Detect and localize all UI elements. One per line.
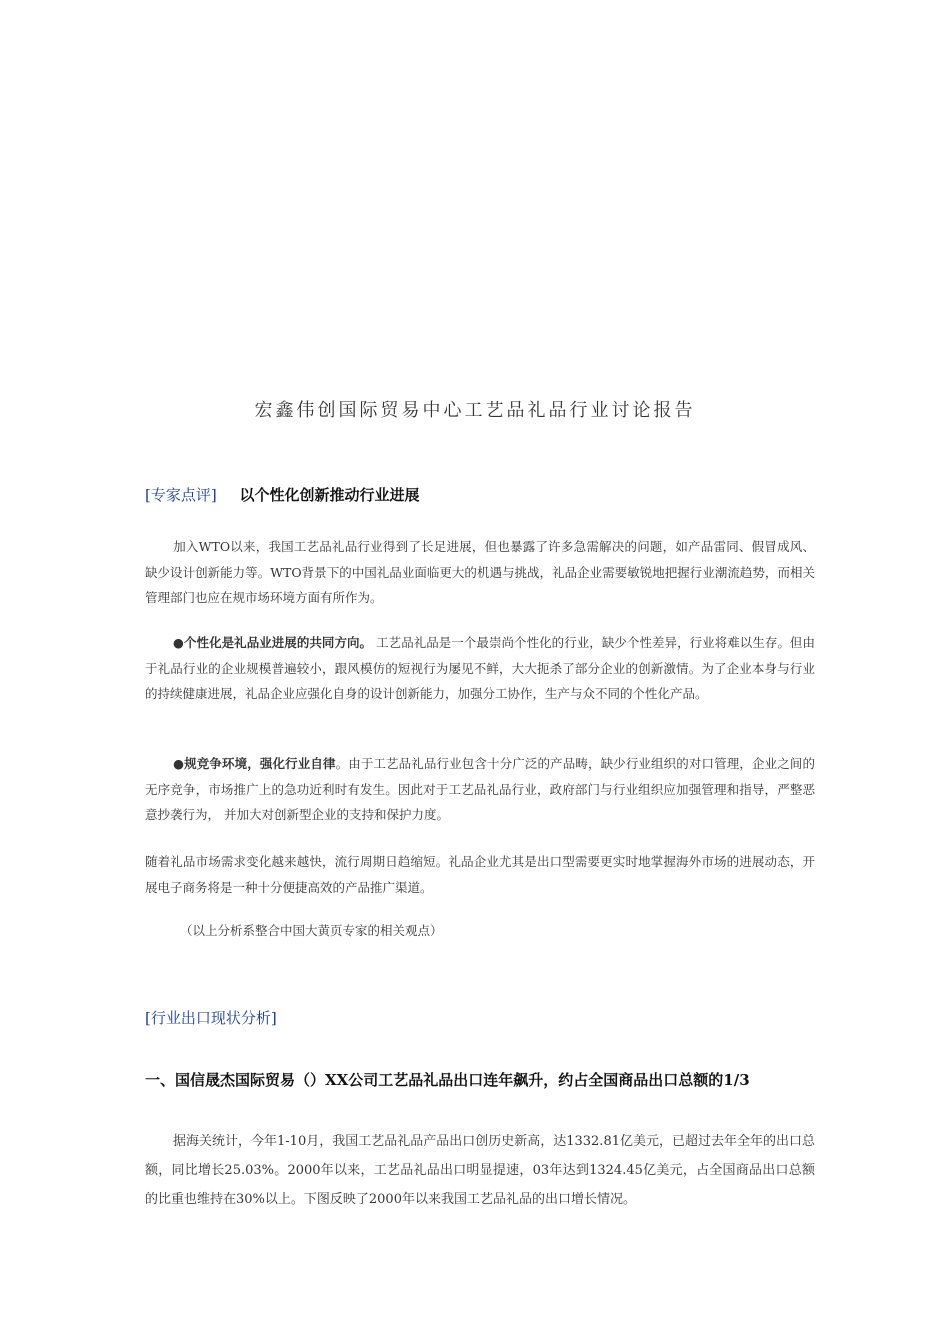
paragraph [145,534,815,611]
paragraph-text: 工艺品礼品是一个最崇尚个性化的行业，缺少个性差异，行业将难以生存。但由于礼品行业的企业规模普遍较小，跟风模仿的短视行为屡见不鲜，大大扼杀了部分企业的创新激情。为了企业本身与行业的持续健康进展，礼品企业应强化自身的设计创新能力，加强分工协作，生产与众不同的个性化产品。 [145,635,815,701]
paragraph: 随着礼品市场需求变化越来越快，流行周期日趋缩短。礼品企业尤其是出口型需要更实时地掌握海外市场的进展动态，开展电子商务将是一种十分便捷高效的产品推广渠道。 [145,854,815,895]
paragraph-text: 加入WTO以来，我国工艺品礼品行业得到了长足进展，但也暴露了许多急需解决的问题，如产品雷同、假冒成风、缺少设计创新能力等。WTO背景下的中国礼品业面临更大的机遇与挑战，礼品企业需要敏锐地把握行业潮流趋势，而相关管理部门也应在规市场环境方面有所作为。 [145,539,815,605]
paragraph-text: 据海关统计，今年1-10月，我国工艺品礼品产品出口创历史新高，达1332.81亿美元，已超过去年全年的出口总额，同比增长25.03%。2000年以来，工艺品礼品出口明显提速，03年达到1324.45亿美元，占全国商品出口总额的比重也维持在30%以上。下图反映了2000年以来我国工艺品礼品的出口增长情况。 [145,1134,815,1207]
document-title: 宏鑫伟创国际贸易中心工艺品礼品行业讨论报告 [254,400,696,421]
section-heading-expert [145,484,420,505]
subsection-heading: 一、国信晟杰国际贸易（）XX公司工艺品礼品出口连年飙升，约占全国商品出口总额的1/3 [145,1071,750,1089]
section-title: 以个性化创新推动行业进展 [239,486,420,504]
paragraph-lead: ●规竞争环境，强化行业自律 [173,756,336,771]
paragraph [145,751,815,828]
section-tag: [专家点评] [145,486,217,504]
paragraph-lead: ●个性化是礼品业进展的共同方向。 [173,635,373,650]
source-note: （以上分析系整合中国大黄页专家的相关观点） [180,923,443,938]
paragraph-text: 。由于工艺品礼品行业包含十分广泛的产品畴，缺少行业组织的对口管理，企业之间的无序竞争，市场推广上的急功近利时有发生。因此对于工艺品礼品行业，政府部门与行业组织应加强管理和指导，严整恶意抄袭行为， 并加大对创新型企业的支持和保护力度。 [145,756,815,822]
section-heading-export [145,1007,277,1028]
paragraph [145,630,815,707]
paragraph [145,1127,815,1214]
section-tag: [行业出口现状分析] [145,1009,277,1027]
